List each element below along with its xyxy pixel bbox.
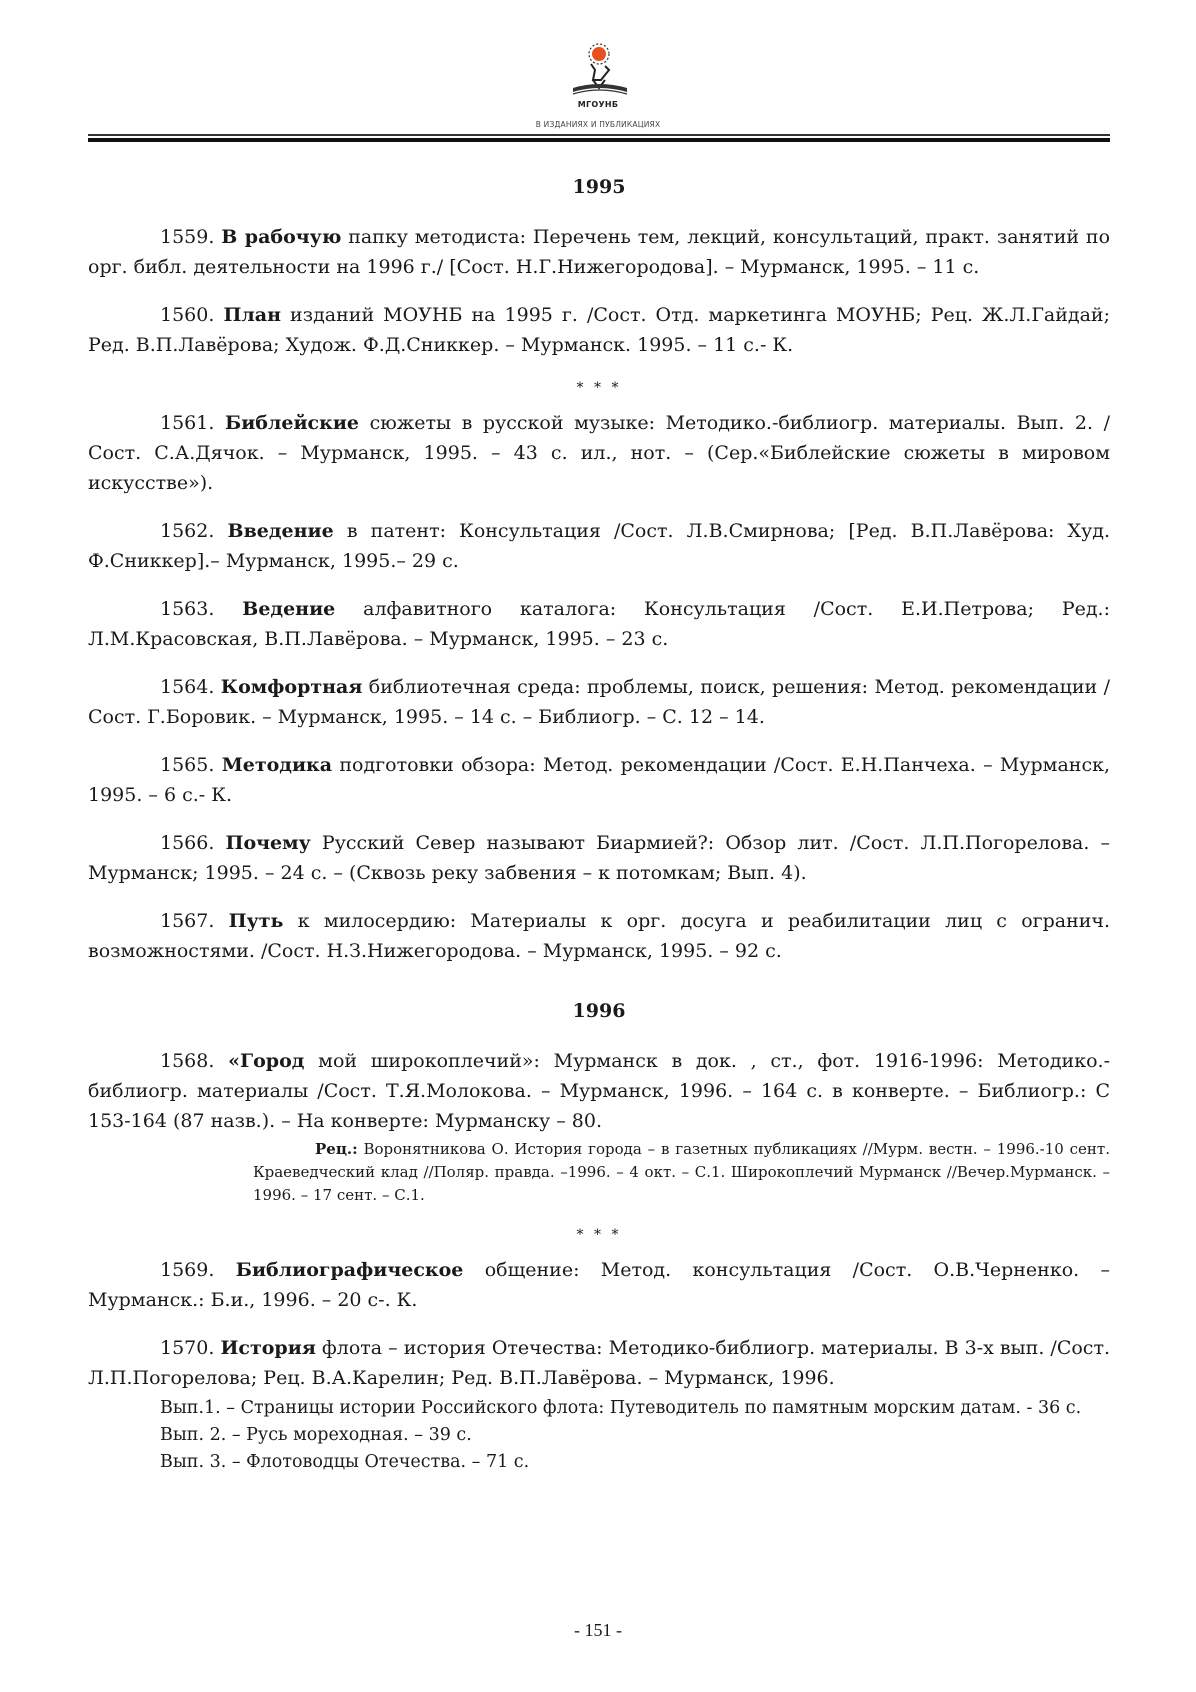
- entry-1562: [88, 516, 1110, 576]
- page-header: [0, 0, 1196, 140]
- entry-number: 1564.: [160, 676, 215, 698]
- entry-number: 1562.: [160, 520, 215, 542]
- review-label: Рец.:: [315, 1140, 358, 1158]
- header-subtitle: В ИЗДАНИЯХ И ПУБЛИКАЦИЯХ: [535, 120, 661, 129]
- library-logo-icon: [565, 40, 635, 100]
- year-heading-1996: 1996: [572, 1000, 626, 1022]
- entry-title-keyword: Комфортная: [220, 676, 363, 698]
- entry-number: 1560.: [160, 304, 215, 326]
- entry-1565: [88, 750, 1110, 810]
- entry-1567: [88, 906, 1110, 966]
- entry-text: к милосердию: Материалы к орг. досуга и реабилитации лиц с огранич. возможностями. /Сост. Н.З.Нижегородова. – Мурманск, 1995. – 92 с.: [88, 910, 1111, 962]
- entry-number: 1567.: [160, 910, 215, 932]
- review-text: Воронятникова О. История города – в газетных публикациях //Мурм. вестн. – 1996.-10 сент. Краеведческий клад //Поляр. правда. –1996. – 4 окт. – С.1. Широкоплечий Мурманск //Вечер.Мурманск. – 1996. – 17 сент. – С.1.: [253, 1140, 1110, 1204]
- entry-title-keyword: Методика: [221, 754, 333, 776]
- entry-title-keyword: История: [220, 1337, 316, 1359]
- header-divider-thin: [88, 134, 1110, 136]
- entry-number: 1568.: [160, 1050, 215, 1072]
- entry-title-keyword: «Город: [228, 1050, 305, 1072]
- entry-number: 1570.: [160, 1337, 215, 1359]
- entry-text: библиотечная среда: проблемы, поиск, решения: Метод. рекомендации /Сост. Г.Боровик. – Мурманск, 1995. – 14 с. – Библиогр. – С. 12 – 14.: [88, 676, 1110, 728]
- entry-1560: [88, 300, 1110, 360]
- entry-number: 1561.: [160, 412, 215, 434]
- volume-item: Вып. 3. – Флотоводцы Отечества. – 71 с.: [160, 1452, 530, 1472]
- entry-number: 1565.: [160, 754, 215, 776]
- entry-text: общение: Метод. консультация /Сост. О.В.Черненко. – Мурманск.: Б.и., 1996. – 20 с-. К.: [88, 1259, 1110, 1311]
- entry-title-keyword: Библейские: [224, 412, 360, 434]
- header-divider-thick: [88, 138, 1110, 142]
- entry-text: изданий МОУНБ на 1995 г. /Сост. Отд. маркетинга МОУНБ; Рец. Ж.Л.Гайдай; Ред. В.П.Лавёрова; Худож. Ф.Д.Сниккер. – Мурманск. 1995. – 11 с.- К.: [88, 304, 1110, 356]
- entry-1559: [88, 222, 1110, 282]
- section-separator: * * *: [576, 380, 622, 396]
- entry-text: сюжеты в русской музыке: Методико.-библиогр. материалы. Вып. 2. /Сост. С.А.Дячок. – Мурманск, 1995. – 43 с. ил., нот. – (Сер.«Библейские сюжеты в мировом искусстве»).: [88, 412, 1110, 494]
- entry-text: алфавитного каталога: Консультация /Сост. Е.И.Петрова; Ред.: Л.М.Красовская, В.П.Лавёрова. – Мурманск, 1995. – 23 с.: [88, 598, 1111, 650]
- entry-1570: [88, 1333, 1110, 1393]
- entry-title-keyword: Библиографическое: [235, 1259, 464, 1281]
- entry-title-keyword: Почему: [225, 832, 311, 854]
- entry-1568-reviews: [253, 1138, 1110, 1207]
- entry-text: Русский Север называют Биармией?: Обзор лит. /Сост. Л.П.Погорелова. – Мурманск; 1995. – 24 с. – (Сквозь реку забвения – к потомкам; Вып. 4).: [88, 832, 1111, 884]
- year-heading-1995: 1995: [572, 176, 626, 198]
- page-number: - 151 -: [574, 1620, 622, 1640]
- entry-title-keyword: Ведение: [242, 598, 336, 620]
- entry-text: мой широкоплечий»: Мурманск в док. , ст., фот. 1916-1996: Методико.-библиогр. материалы /Сост. Т.Я.Молокова. – Мурманск, 1996. – 164 с. в конверте. – Библиогр.: С 153-164 (87 назв.). – На конверте: Мурманску – 80.: [88, 1050, 1110, 1132]
- entry-number: 1566.: [160, 832, 215, 854]
- entry-text: флота – история Отечества: Методико-библиогр. материалы. В 3-х вып. /Сост. Л.П.Погорелова; Рец. В.А.Карелин; Ред. В.П.Лавёрова. – Мурманск, 1996.: [88, 1337, 1110, 1389]
- entry-number: 1563.: [160, 598, 215, 620]
- entry-1564: [88, 672, 1110, 732]
- volume-item: Вып. 2. – Русь мореходная. – 39 с.: [160, 1425, 472, 1445]
- entry-number: 1559.: [160, 226, 215, 248]
- entry-1568: [88, 1046, 1110, 1136]
- entry-1569: [88, 1255, 1110, 1315]
- entry-1563: [88, 594, 1110, 654]
- entry-text: подготовки обзора: Метод. рекомендации /Сост. Е.Н.Панчеха. – Мурманск, 1995. – 6 с.- К.: [88, 754, 1110, 806]
- entry-title-keyword: Путь: [228, 910, 284, 932]
- logo-name: МГОУНБ: [577, 100, 619, 109]
- entry-1561: [88, 408, 1110, 498]
- entry-1566: [88, 828, 1110, 888]
- entry-title-keyword: План: [223, 304, 282, 326]
- entry-text: в патент: Консультация /Сост. Л.В.Смирнова; [Ред. В.П.Лавёрова: Худ. Ф.Сниккер].– Мурманск, 1995.– 29 с.: [88, 520, 1110, 572]
- page-content: [88, 172, 1110, 1476]
- entry-title-keyword: В рабочую: [221, 226, 342, 248]
- section-separator: * * *: [576, 1227, 622, 1243]
- entry-text: папку методиста: Перечень тем, лекций, консультаций, практ. занятий по орг. библ. деятельности на 1996 г./ [Сост. Н.Г.Нижегородова]. – Мурманск, 1995. – 11 с.: [88, 226, 1111, 278]
- entry-number: 1569.: [160, 1259, 215, 1281]
- volume-item: Вып.1. – Страницы истории Российского флота: Путеводитель по памятным морским датам. - 36 с.: [160, 1398, 1082, 1418]
- entry-title-keyword: Введение: [227, 520, 334, 542]
